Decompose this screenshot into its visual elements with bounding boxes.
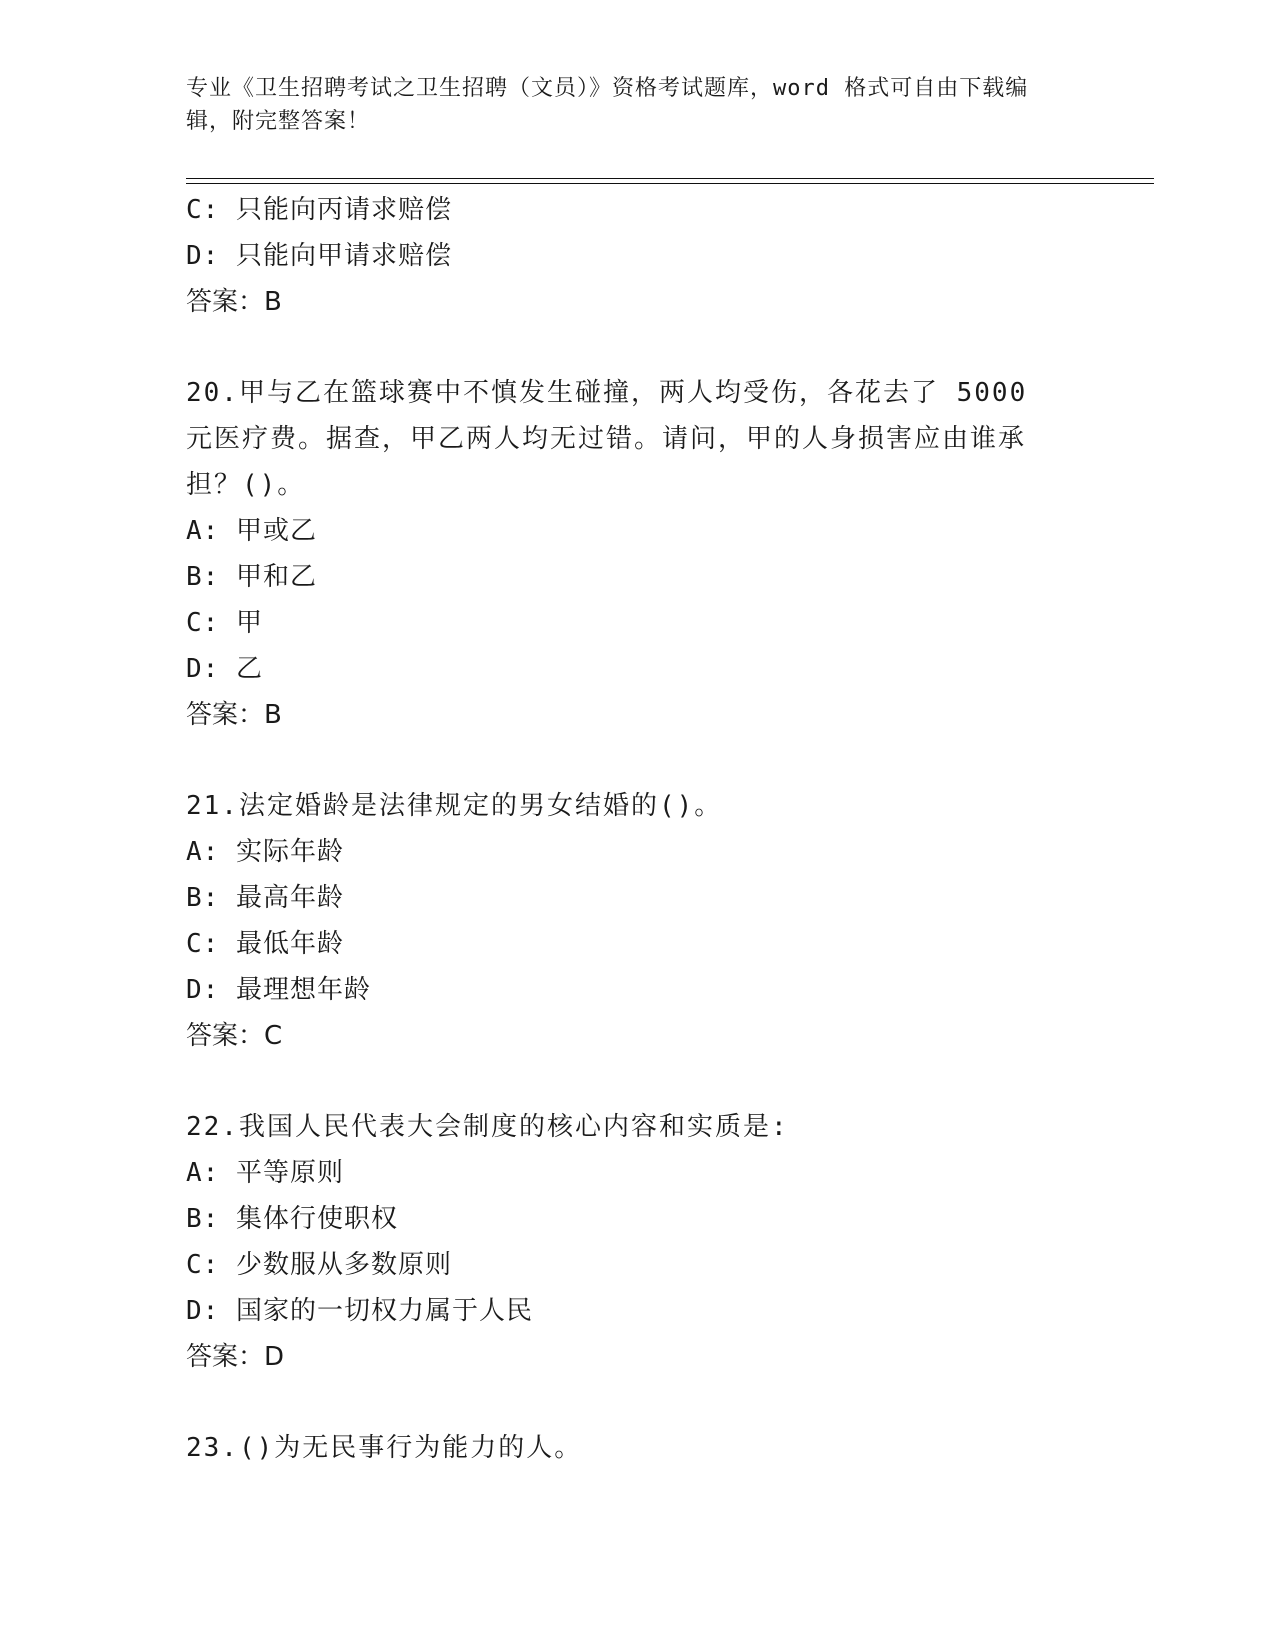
option-d: D: 国家的一切权力属于人民 — [186, 1296, 533, 1326]
question-list — [186, 187, 1086, 1471]
question-stem: 23.()为无民事行为能力的人。 — [186, 1433, 583, 1463]
option-d: D: 只能向甲请求赔偿 — [186, 241, 452, 271]
option-d: D: 最理想年龄 — [186, 975, 371, 1005]
question-stem: 21.法定婚龄是法律规定的男女结婚的()。 — [186, 791, 723, 821]
header-divider-bottom — [186, 183, 1154, 184]
option-b: B: 集体行使职权 — [186, 1204, 398, 1234]
answer-line: 答案：D — [186, 1342, 285, 1372]
question-stem: 22.我国人民代表大会制度的核心内容和实质是: — [186, 1112, 789, 1142]
option-c: C: 最低年龄 — [186, 929, 344, 959]
answer-line: 答案：C — [186, 1021, 283, 1051]
option-b: B: 最高年龄 — [186, 883, 344, 913]
header-divider-top — [186, 178, 1154, 179]
option-c: C: 少数服从多数原则 — [186, 1250, 452, 1280]
option-a: A: 实际年龄 — [186, 837, 344, 867]
option-a: A: 平等原则 — [186, 1158, 344, 1188]
option-d: D: 乙 — [186, 654, 263, 684]
question-stem: 20.甲与乙在篮球赛中不慎发生碰撞，两人均受伤，各花去了 5000 元医疗费。据查，甲乙两人均无过错。请问，甲的人身损害应由谁承担？()。 — [186, 378, 1028, 500]
answer-line: 答案：B — [186, 700, 282, 730]
option-c: C: 只能向丙请求赔偿 — [186, 195, 452, 225]
option-a: A: 甲或乙 — [186, 516, 317, 546]
answer-line: 答案：B — [186, 287, 282, 317]
document-header: 专业《卫生招聘考试之卫生招聘（文员）》资格考试题库，word 格式可自由下载编辑，附完整答案！ — [186, 76, 1029, 134]
option-b: B: 甲和乙 — [186, 562, 317, 592]
option-c: C: 甲 — [186, 608, 263, 638]
